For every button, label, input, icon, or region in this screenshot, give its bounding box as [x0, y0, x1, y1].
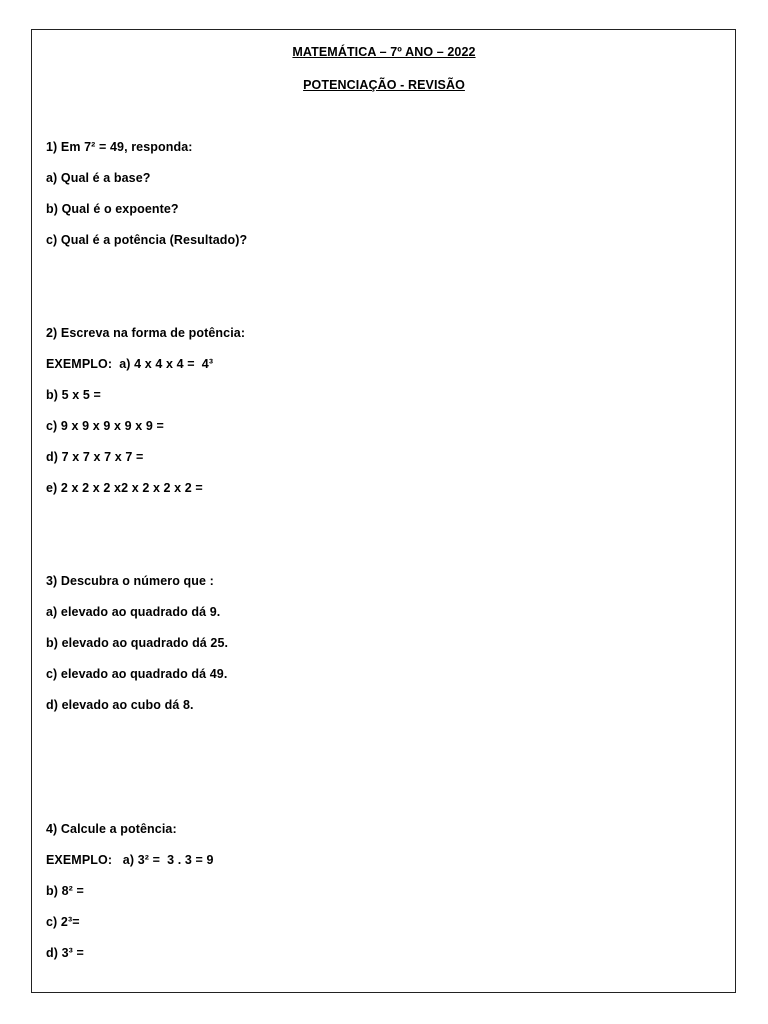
- question-2-item-d: d) 7 x 7 x 7 x 7 =: [46, 450, 144, 464]
- question-3-item-d: d) elevado ao cubo dá 8.: [46, 698, 194, 712]
- page-title: MATEMÁTICA – 7º ANO – 2022: [292, 45, 476, 59]
- question-2-item-b: b) 5 x 5 =: [46, 388, 101, 402]
- question-4-example: EXEMPLO: a) 3² = 3 . 3 = 9: [46, 853, 214, 867]
- question-4-item-b: b) 8² =: [46, 884, 84, 898]
- question-1-item-a: a) Qual é a base?: [46, 171, 151, 185]
- question-3-item-a: a) elevado ao quadrado dá 9.: [46, 605, 221, 619]
- question-2-item-c: c) 9 x 9 x 9 x 9 x 9 =: [46, 419, 164, 433]
- question-4-item-d: d) 3³ =: [46, 946, 84, 960]
- question-3-prompt: 3) Descubra o número que :: [46, 574, 214, 588]
- question-2-item-e: e) 2 x 2 x 2 x2 x 2 x 2 x 2 =: [46, 481, 203, 495]
- question-4-prompt: 4) Calcule a potência:: [46, 822, 177, 836]
- question-1-item-b: b) Qual é o expoente?: [46, 202, 179, 216]
- question-3-item-c: c) elevado ao quadrado dá 49.: [46, 667, 228, 681]
- page-subtitle: POTENCIAÇÃO - REVISÃO: [303, 78, 465, 92]
- question-1-item-c: c) Qual é a potência (Resultado)?: [46, 233, 248, 247]
- question-3-item-b: b) elevado ao quadrado dá 25.: [46, 636, 229, 650]
- question-2-prompt: 2) Escreva na forma de potência:: [46, 326, 246, 340]
- question-4-item-c: c) 2³=: [46, 915, 80, 929]
- question-1-prompt: 1) Em 7² = 49, responda:: [46, 140, 193, 154]
- question-2-example: EXEMPLO: a) 4 x 4 x 4 = 4³: [46, 357, 214, 371]
